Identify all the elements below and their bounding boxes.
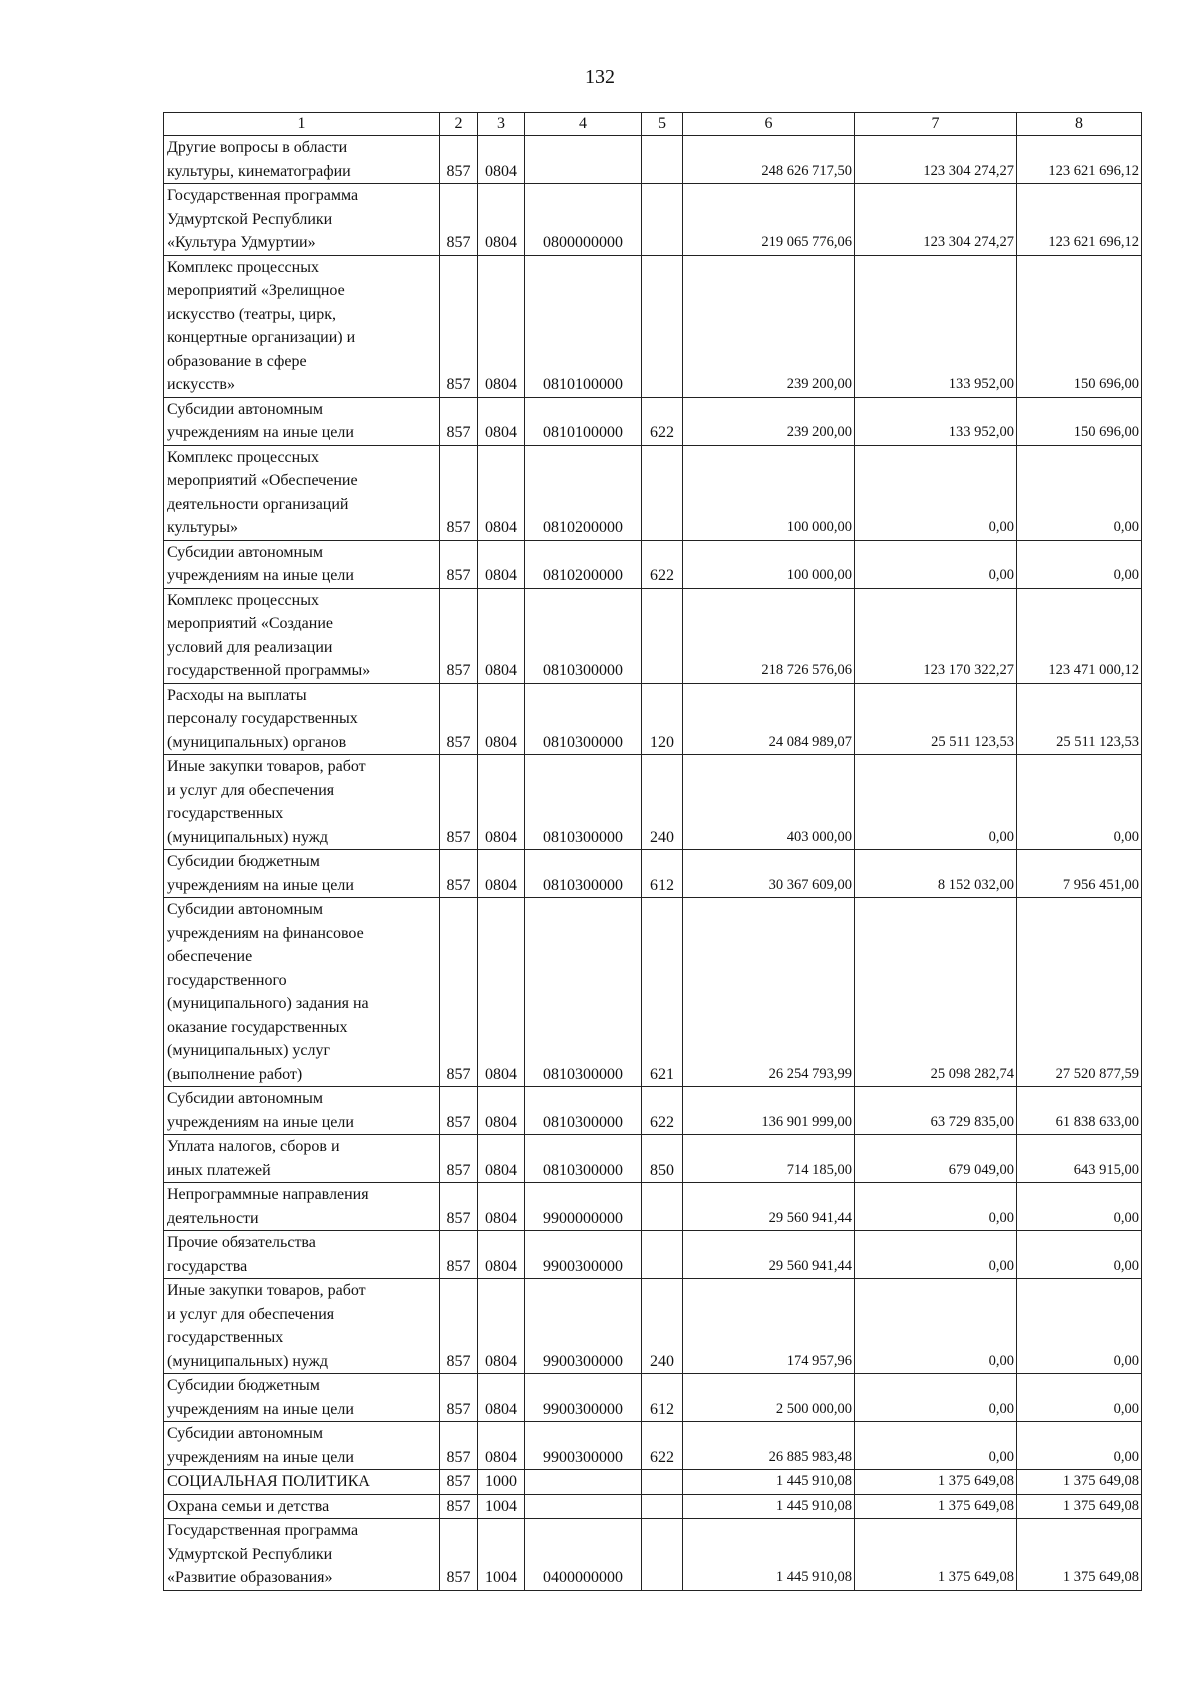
header-cell: 2 xyxy=(440,113,478,136)
section-code-cell: 0804 xyxy=(478,850,525,898)
expense-type-cell xyxy=(642,1470,683,1495)
section-code-cell: 0804 xyxy=(478,1231,525,1279)
page-number: 132 xyxy=(585,66,615,88)
row-name-cell: Субсидии бюджетным учреждениям на иные цели xyxy=(164,850,440,898)
expense-type-cell xyxy=(642,1183,683,1231)
amount-col8-cell: 1 375 649,08 xyxy=(1017,1494,1142,1519)
table-body xyxy=(164,113,1142,1591)
amount-col8-cell: 1 375 649,08 xyxy=(1017,1470,1142,1495)
row-name-cell: Непрограммные направления деятельности xyxy=(164,1183,440,1231)
ministry-code-cell: 857 xyxy=(440,1087,478,1135)
target-code-cell: 0810300000 xyxy=(525,683,642,755)
expense-type-cell xyxy=(642,136,683,184)
expense-type-cell xyxy=(642,184,683,256)
row-name-cell: СОЦИАЛЬНАЯ ПОЛИТИКА xyxy=(164,1470,440,1495)
amount-col7-cell: 25 098 282,74 xyxy=(855,898,1017,1087)
amount-col7-cell: 0,00 xyxy=(855,1422,1017,1470)
target-code-cell: 0810300000 xyxy=(525,898,642,1087)
amount-col7-cell: 0,00 xyxy=(855,1231,1017,1279)
amount-col6-cell: 1 445 910,08 xyxy=(683,1470,855,1495)
row-name-cell: Другие вопросы в области культуры, кинематографии xyxy=(164,136,440,184)
target-code-cell: 0810200000 xyxy=(525,445,642,540)
amount-col6-cell: 24 084 989,07 xyxy=(683,683,855,755)
row-name-cell: Иные закупки товаров, работ и услуг для обеспечения государственных (муниципальных) нужд xyxy=(164,1279,440,1374)
ministry-code-cell: 857 xyxy=(440,755,478,850)
target-code-cell: 0810300000 xyxy=(525,755,642,850)
amount-col7-cell: 0,00 xyxy=(855,445,1017,540)
row-name-cell: Расходы на выплаты персоналу государственных (муниципальных) органов xyxy=(164,683,440,755)
table-row xyxy=(164,255,1142,397)
row-name-cell: Комплекс процессных мероприятий «Обеспечение деятельности организаций культуры» xyxy=(164,445,440,540)
target-code-cell: 0800000000 xyxy=(525,184,642,256)
amount-col6-cell: 239 200,00 xyxy=(683,397,855,445)
amount-col8-cell: 7 956 451,00 xyxy=(1017,850,1142,898)
amount-col8-cell: 0,00 xyxy=(1017,1183,1142,1231)
section-code-cell: 0804 xyxy=(478,397,525,445)
amount-col8-cell: 61 838 633,00 xyxy=(1017,1087,1142,1135)
target-code-cell: 9900300000 xyxy=(525,1422,642,1470)
ministry-code-cell: 857 xyxy=(440,850,478,898)
table-row xyxy=(164,397,1142,445)
amount-col6-cell: 2 500 000,00 xyxy=(683,1374,855,1422)
table-row xyxy=(164,755,1142,850)
table-row xyxy=(164,1183,1142,1231)
table-row xyxy=(164,1135,1142,1183)
row-name-cell: Субсидии бюджетным учреждениям на иные цели xyxy=(164,1374,440,1422)
target-code-cell xyxy=(525,1494,642,1519)
section-code-cell: 0804 xyxy=(478,1279,525,1374)
expense-type-cell: 622 xyxy=(642,1422,683,1470)
target-code-cell: 0810100000 xyxy=(525,255,642,397)
amount-col7-cell: 123 170 322,27 xyxy=(855,588,1017,683)
ministry-code-cell: 857 xyxy=(440,136,478,184)
section-code-cell: 0804 xyxy=(478,1135,525,1183)
table-header-row xyxy=(164,113,1142,136)
header-cell: 6 xyxy=(683,113,855,136)
table-row xyxy=(164,1279,1142,1374)
ministry-code-cell: 857 xyxy=(440,1422,478,1470)
amount-col8-cell: 123 471 000,12 xyxy=(1017,588,1142,683)
row-name-cell: Государственная программа Удмуртской Республики «Культура Удмуртии» xyxy=(164,184,440,256)
amount-col7-cell: 1 375 649,08 xyxy=(855,1470,1017,1495)
amount-col7-cell: 25 511 123,53 xyxy=(855,683,1017,755)
expense-type-cell: 240 xyxy=(642,1279,683,1374)
ministry-code-cell: 857 xyxy=(440,683,478,755)
amount-col8-cell: 0,00 xyxy=(1017,1279,1142,1374)
section-code-cell: 0804 xyxy=(478,184,525,256)
target-code-cell: 0400000000 xyxy=(525,1519,642,1591)
table-row xyxy=(164,1374,1142,1422)
target-code-cell: 9900300000 xyxy=(525,1279,642,1374)
expense-type-cell: 612 xyxy=(642,850,683,898)
ministry-code-cell: 857 xyxy=(440,588,478,683)
amount-col7-cell: 133 952,00 xyxy=(855,255,1017,397)
target-code-cell xyxy=(525,1470,642,1495)
target-code-cell xyxy=(525,136,642,184)
ministry-code-cell: 857 xyxy=(440,1231,478,1279)
table-row xyxy=(164,683,1142,755)
amount-col6-cell: 29 560 941,44 xyxy=(683,1231,855,1279)
budget-table xyxy=(163,112,1142,1591)
amount-col6-cell: 1 445 910,08 xyxy=(683,1494,855,1519)
row-name-cell: Субсидии автономным учреждениям на иные цели xyxy=(164,540,440,588)
table-row xyxy=(164,1231,1142,1279)
target-code-cell: 0810300000 xyxy=(525,1087,642,1135)
expense-type-cell xyxy=(642,1231,683,1279)
amount-col7-cell: 0,00 xyxy=(855,1279,1017,1374)
amount-col6-cell: 403 000,00 xyxy=(683,755,855,850)
ministry-code-cell: 857 xyxy=(440,1135,478,1183)
ministry-code-cell: 857 xyxy=(440,184,478,256)
amount-col8-cell: 643 915,00 xyxy=(1017,1135,1142,1183)
header-cell: 5 xyxy=(642,113,683,136)
amount-col6-cell: 100 000,00 xyxy=(683,445,855,540)
header-cell: 7 xyxy=(855,113,1017,136)
amount-col7-cell: 679 049,00 xyxy=(855,1135,1017,1183)
row-name-cell: Уплата налогов, сборов и иных платежей xyxy=(164,1135,440,1183)
expense-type-cell: 621 xyxy=(642,898,683,1087)
expense-type-cell xyxy=(642,588,683,683)
amount-col7-cell: 0,00 xyxy=(855,755,1017,850)
header-cell: 1 xyxy=(164,113,440,136)
section-code-cell: 0804 xyxy=(478,683,525,755)
ministry-code-cell: 857 xyxy=(440,1519,478,1591)
amount-col8-cell: 0,00 xyxy=(1017,1231,1142,1279)
table-row xyxy=(164,1422,1142,1470)
row-name-cell: Охрана семьи и детства xyxy=(164,1494,440,1519)
expense-type-cell: 120 xyxy=(642,683,683,755)
amount-col7-cell: 0,00 xyxy=(855,1183,1017,1231)
target-code-cell: 0810100000 xyxy=(525,397,642,445)
table-row xyxy=(164,184,1142,256)
target-code-cell: 0810300000 xyxy=(525,588,642,683)
table-row xyxy=(164,588,1142,683)
amount-col8-cell: 0,00 xyxy=(1017,540,1142,588)
row-name-cell: Комплекс процессных мероприятий «Зрелищное искусство (театры, цирк, концертные организации) и образование в сфере искусств» xyxy=(164,255,440,397)
amount-col7-cell: 63 729 835,00 xyxy=(855,1087,1017,1135)
row-name-cell: Иные закупки товаров, работ и услуг для обеспечения государственных (муниципальных) нужд xyxy=(164,755,440,850)
ministry-code-cell: 857 xyxy=(440,1374,478,1422)
header-cell: 4 xyxy=(525,113,642,136)
amount-col6-cell: 174 957,96 xyxy=(683,1279,855,1374)
ministry-code-cell: 857 xyxy=(440,898,478,1087)
target-code-cell: 0810200000 xyxy=(525,540,642,588)
row-name-cell: Государственная программа Удмуртской Республики «Развитие образования» xyxy=(164,1519,440,1591)
expense-type-cell: 622 xyxy=(642,540,683,588)
ministry-code-cell: 857 xyxy=(440,1183,478,1231)
amount-col7-cell: 1 375 649,08 xyxy=(855,1494,1017,1519)
amount-col7-cell: 8 152 032,00 xyxy=(855,850,1017,898)
expense-type-cell: 622 xyxy=(642,397,683,445)
row-name-cell: Субсидии автономным учреждениям на иные цели xyxy=(164,397,440,445)
amount-col6-cell: 26 254 793,99 xyxy=(683,898,855,1087)
amount-col8-cell: 123 621 696,12 xyxy=(1017,136,1142,184)
target-code-cell: 0810300000 xyxy=(525,850,642,898)
amount-col7-cell: 0,00 xyxy=(855,1374,1017,1422)
amount-col8-cell: 0,00 xyxy=(1017,445,1142,540)
amount-col8-cell: 0,00 xyxy=(1017,755,1142,850)
table-row xyxy=(164,898,1142,1087)
section-code-cell: 0804 xyxy=(478,1183,525,1231)
amount-col7-cell: 133 952,00 xyxy=(855,397,1017,445)
amount-col6-cell: 30 367 609,00 xyxy=(683,850,855,898)
amount-col8-cell: 1 375 649,08 xyxy=(1017,1519,1142,1591)
amount-col6-cell: 239 200,00 xyxy=(683,255,855,397)
amount-col6-cell: 218 726 576,06 xyxy=(683,588,855,683)
amount-col7-cell: 1 375 649,08 xyxy=(855,1519,1017,1591)
row-name-cell: Комплекс процессных мероприятий «Создание условий для реализации государственной программы» xyxy=(164,588,440,683)
section-code-cell: 0804 xyxy=(478,588,525,683)
table-row xyxy=(164,1494,1142,1519)
amount-col8-cell: 150 696,00 xyxy=(1017,255,1142,397)
ministry-code-cell: 857 xyxy=(440,1470,478,1495)
amount-col6-cell: 219 065 776,06 xyxy=(683,184,855,256)
amount-col6-cell: 1 445 910,08 xyxy=(683,1519,855,1591)
section-code-cell: 0804 xyxy=(478,1087,525,1135)
header-cell: 3 xyxy=(478,113,525,136)
section-code-cell: 0804 xyxy=(478,898,525,1087)
section-code-cell: 0804 xyxy=(478,540,525,588)
expense-type-cell xyxy=(642,1494,683,1519)
amount-col8-cell: 25 511 123,53 xyxy=(1017,683,1142,755)
amount-col7-cell: 123 304 274,27 xyxy=(855,136,1017,184)
row-name-cell: Субсидии автономным учреждениям на иные цели xyxy=(164,1422,440,1470)
table-row xyxy=(164,1470,1142,1495)
amount-col6-cell: 100 000,00 xyxy=(683,540,855,588)
section-code-cell: 0804 xyxy=(478,445,525,540)
amount-col6-cell: 29 560 941,44 xyxy=(683,1183,855,1231)
section-code-cell: 0804 xyxy=(478,1422,525,1470)
target-code-cell: 0810300000 xyxy=(525,1135,642,1183)
target-code-cell: 9900300000 xyxy=(525,1374,642,1422)
expense-type-cell: 850 xyxy=(642,1135,683,1183)
section-code-cell: 0804 xyxy=(478,755,525,850)
amount-col8-cell: 0,00 xyxy=(1017,1422,1142,1470)
amount-col6-cell: 136 901 999,00 xyxy=(683,1087,855,1135)
section-code-cell: 1004 xyxy=(478,1519,525,1591)
amount-col7-cell: 0,00 xyxy=(855,540,1017,588)
amount-col7-cell: 123 304 274,27 xyxy=(855,184,1017,256)
target-code-cell: 9900300000 xyxy=(525,1231,642,1279)
ministry-code-cell: 857 xyxy=(440,540,478,588)
table-row xyxy=(164,1087,1142,1135)
amount-col8-cell: 0,00 xyxy=(1017,1374,1142,1422)
expense-type-cell: 612 xyxy=(642,1374,683,1422)
ministry-code-cell: 857 xyxy=(440,1494,478,1519)
table-row xyxy=(164,445,1142,540)
header-cell: 8 xyxy=(1017,113,1142,136)
expense-type-cell xyxy=(642,255,683,397)
row-name-cell: Прочие обязательства государства xyxy=(164,1231,440,1279)
section-code-cell: 1004 xyxy=(478,1494,525,1519)
section-code-cell: 0804 xyxy=(478,136,525,184)
amount-col6-cell: 248 626 717,50 xyxy=(683,136,855,184)
table-row xyxy=(164,1519,1142,1591)
expense-type-cell xyxy=(642,1519,683,1591)
row-name-cell: Субсидии автономным учреждениям на финансовое обеспечение государственного (муниципального) задания на оказание государственных (муниципальных) услуг (выполнение работ) xyxy=(164,898,440,1087)
ministry-code-cell: 857 xyxy=(440,445,478,540)
table-row xyxy=(164,136,1142,184)
section-code-cell: 1000 xyxy=(478,1470,525,1495)
ministry-code-cell: 857 xyxy=(440,397,478,445)
amount-col8-cell: 27 520 877,59 xyxy=(1017,898,1142,1087)
ministry-code-cell: 857 xyxy=(440,255,478,397)
row-name-cell: Субсидии автономным учреждениям на иные цели xyxy=(164,1087,440,1135)
expense-type-cell: 240 xyxy=(642,755,683,850)
section-code-cell: 0804 xyxy=(478,255,525,397)
ministry-code-cell: 857 xyxy=(440,1279,478,1374)
table-row xyxy=(164,850,1142,898)
amount-col6-cell: 26 885 983,48 xyxy=(683,1422,855,1470)
expense-type-cell: 622 xyxy=(642,1087,683,1135)
section-code-cell: 0804 xyxy=(478,1374,525,1422)
amount-col6-cell: 714 185,00 xyxy=(683,1135,855,1183)
target-code-cell: 9900000000 xyxy=(525,1183,642,1231)
table-row xyxy=(164,540,1142,588)
amount-col8-cell: 123 621 696,12 xyxy=(1017,184,1142,256)
amount-col8-cell: 150 696,00 xyxy=(1017,397,1142,445)
expense-type-cell xyxy=(642,445,683,540)
